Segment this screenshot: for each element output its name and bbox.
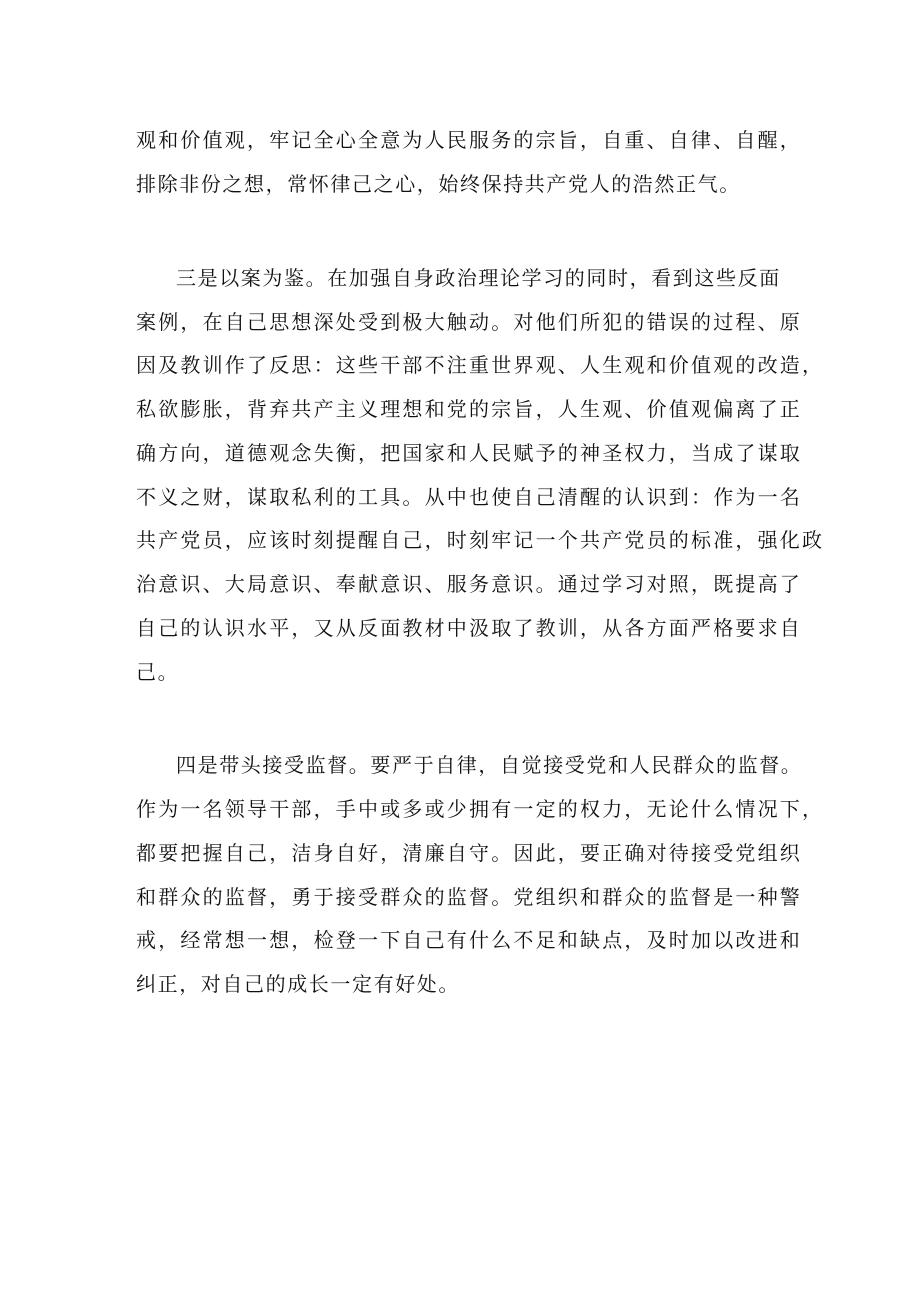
paragraph-2-line-3: 因及教训作了反思：这些干部不注重世界观、人生观和价值观的改造， [136, 353, 825, 377]
paragraph-2-line-2: 案例，在自己思想深处受到极大触动。对他们所犯的错误的过程、原 [136, 310, 802, 334]
paragraph-2-line-9: 自己的认识水平，又从反面教材中汲取了教训，从各方面严格要求自 [136, 616, 802, 640]
paragraph-3-line-2: 作为一名领导干部，手中或多或少拥有一定的权力，无论什么情况下， [136, 797, 825, 821]
paragraph-3-line-3: 都要把握自己，洁身自好，清廉自守。因此，要正确对待接受党组织 [136, 841, 802, 865]
paragraph-3-line-1: 四是带头接受监督。要严于自律，自觉接受党和人民群众的监督。 [176, 753, 803, 777]
paragraph-3-line-4: 和群众的监督，勇于接受群众的监督。党组织和群众的监督是一种警 [136, 885, 802, 909]
paragraph-2-line-4: 私欲膨胀，背弃共产主义理想和党的宗旨，人生观、价值观偏离了正 [136, 397, 802, 421]
paragraph-2-line-6: 不义之财，谋取私利的工具。从中也使自己清醒的认识到：作为一名 [136, 485, 802, 509]
paragraph-2-line-10: 己。 [136, 660, 180, 684]
paragraph-2-line-1: 三是以案为鉴。在加强自身政治理论学习的同时，看到这些反面 [176, 266, 781, 290]
paragraph-1-line-1: 观和价值观，牢记全心全意为人民服务的宗旨，自重、自律、自醒， [136, 128, 802, 152]
paragraph-2-line-5: 确方向，道德观念失衡，把国家和人民赋予的神圣权力，当成了谋取 [136, 441, 802, 465]
paragraph-2-line-8: 治意识、大局意识、奉献意识、服务意识。通过学习对照，既提高了 [136, 572, 802, 596]
paragraph-2-line-7: 共产党员，应该时刻提醒自己，时刻牢记一个共产党员的标准，强化政 [136, 528, 825, 552]
paragraph-1-line-2: 排除非份之想，常怀律己之心，始终保持共产党人的浩然正气。 [136, 172, 741, 196]
paragraph-3-line-6: 纠正，对自己的成长一定有好处。 [136, 972, 460, 996]
paragraph-3-line-5: 戒，经常想一想，检登一下自己有什么不足和缺点，及时加以改进和 [136, 928, 802, 952]
